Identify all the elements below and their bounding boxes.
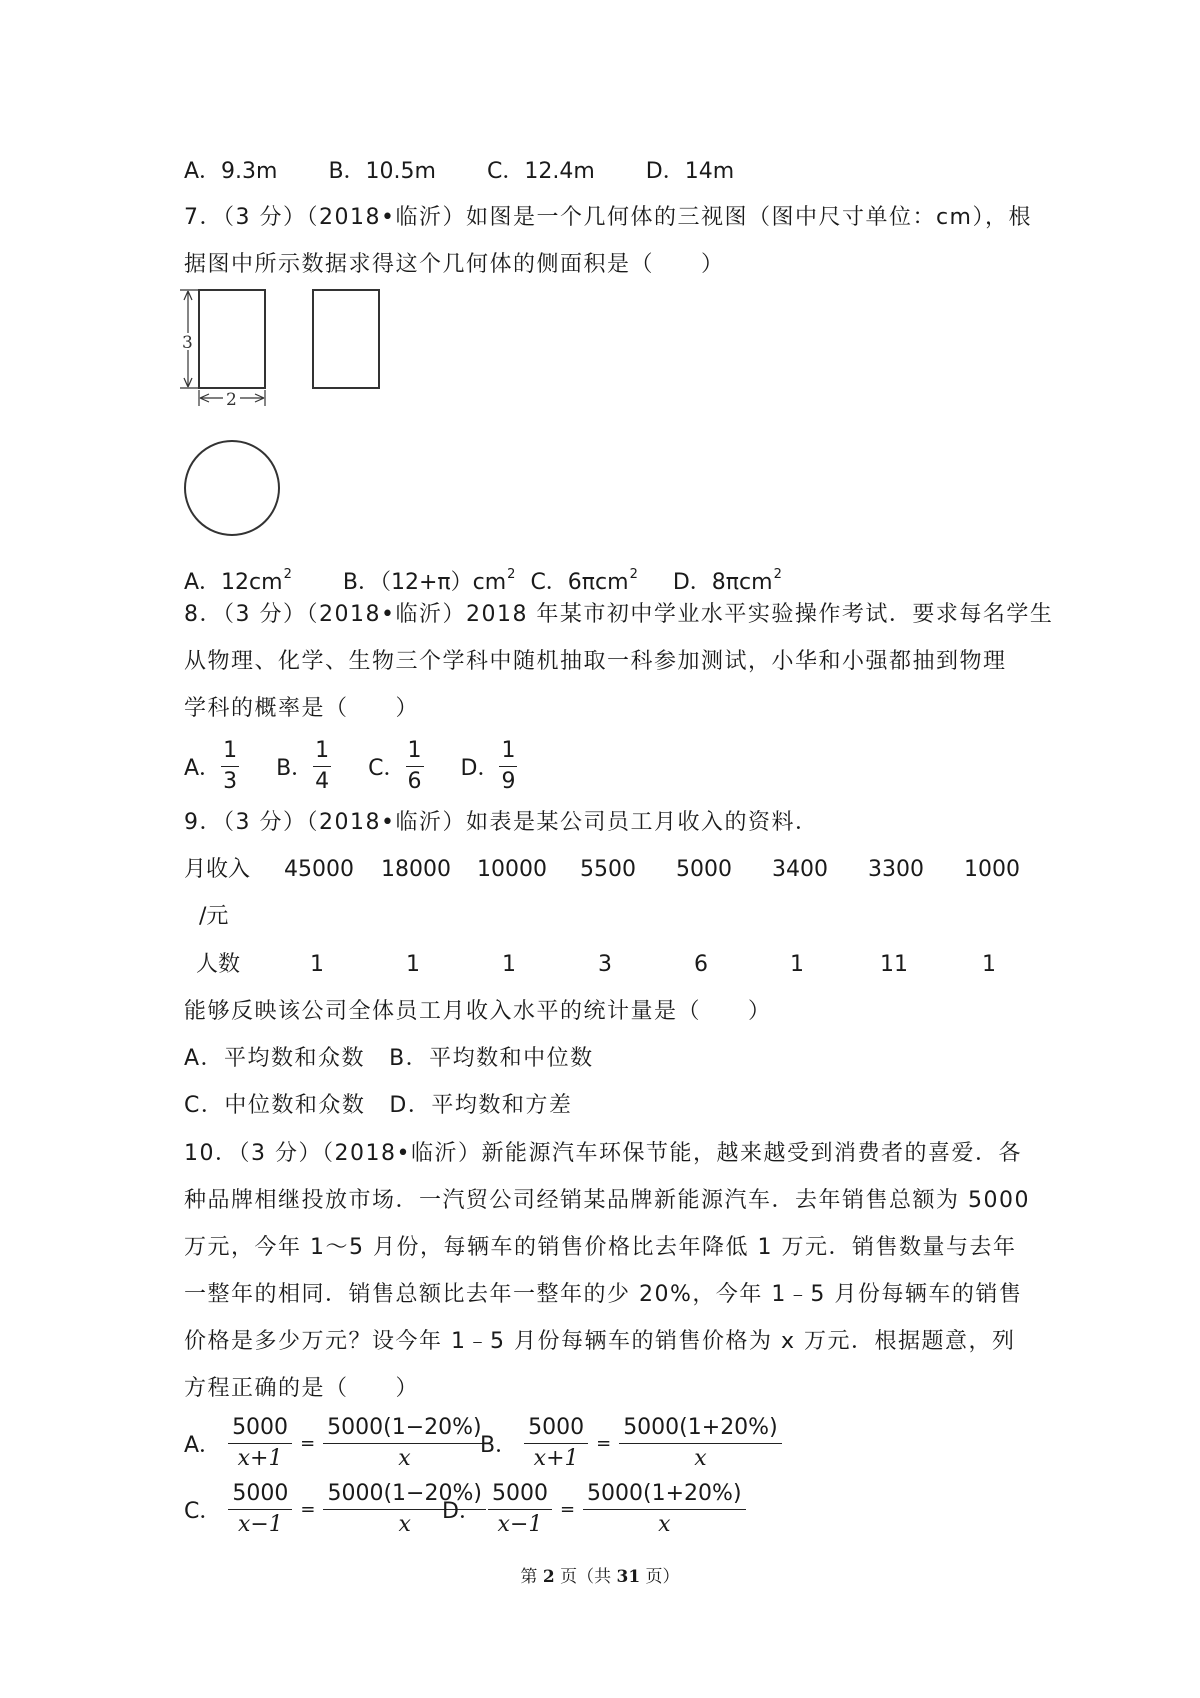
fraction: $\frac{1}{9}$	[501, 738, 516, 794]
table-cell: 1	[982, 952, 996, 977]
current-page: 2	[542, 1567, 555, 1587]
q6-option-d: D．14m	[645, 159, 735, 184]
q9-question: 能够反映该公司全体员工月收入水平的统计量是（ ）	[184, 999, 772, 1024]
height-dimension	[180, 290, 198, 388]
width-label: 2	[226, 390, 237, 410]
q10-stem-line-1: 10．（3 分）（2018•临沂）新能源汽车环保节能，越来越受到消费者的喜爱．各	[184, 1141, 1022, 1166]
side-view-rect	[313, 290, 379, 388]
q7-option-a: A．$12cm^2$	[184, 567, 292, 595]
q10-option-d: D． $\frac{5000}{x-1}$ = $\frac{5000(1+20\%)}{x}$	[442, 1481, 746, 1538]
q10-option-a: A． $\frac{5000}{x+1}$ = $\frac{5000(1-20\%)}{x}$	[184, 1415, 486, 1472]
q10-stem-line-5: 价格是多少万元？设今年 1﹣5 月份每辆车的销售价格为 x 万元．根据题意，列	[184, 1329, 1016, 1354]
q10-stem-line-2: 种品牌相继投放市场．一汽贸公司经销某品牌新能源汽车．去年销售总额为 5000	[184, 1188, 1030, 1213]
fraction: $\frac{5000(1-20\%)}{x}$	[323, 1481, 485, 1538]
q8-option-a: A． $\frac{1}{3}$	[184, 738, 238, 794]
page-footer: 第 2 页（共 31 页）	[520, 1567, 680, 1587]
table-cell: 45000	[284, 857, 354, 882]
q8-stem-line-2: 从物理、化学、生物三个学科中随机抽取一科参加测试，小华和小强都抽到物理	[184, 649, 1007, 674]
q9-option-b: B．平均数和中位数	[389, 1046, 594, 1071]
q7-option-c: C．6πcm$^2$	[530, 567, 638, 595]
fraction: $\frac{1}{3}$	[223, 738, 238, 794]
q8-stem-line-1: 8．（3 分）（2018•临沂）2018 年某市初中学业水平实验操作考试．要求每名学生	[184, 602, 1054, 627]
table-cell: 3	[598, 952, 612, 977]
q8-stem-line-3: 学科的概率是（ ）	[184, 696, 420, 721]
q9-options-row-1	[184, 1044, 594, 1074]
height-label: 3	[182, 333, 193, 353]
q10-option-b: B． $\frac{5000}{x+1}$ = $\frac{5000(1+20\%)}{x}$	[480, 1415, 782, 1472]
q8-option-d: D． $\frac{1}{9}$	[460, 738, 516, 794]
width-dimension	[199, 390, 265, 410]
fraction: $\frac{5000}{x+1}$	[228, 1415, 292, 1472]
fraction: $\frac{5000(1+20\%)}{x}$	[583, 1481, 745, 1538]
table-header-income: 月收入	[184, 857, 251, 882]
q8-option-c: C． $\frac{1}{6}$	[368, 738, 422, 794]
q10-stem-line-6: 方程正确的是（ ）	[184, 1376, 420, 1401]
q9-option-d: D．平均数和方差	[389, 1093, 573, 1118]
table-cell: 5500	[580, 857, 636, 882]
fraction: $\frac{5000}{x-1}$	[228, 1481, 292, 1538]
table-cell: 1000	[964, 857, 1020, 882]
fraction: $\frac{5000}{x-1}$	[488, 1481, 552, 1538]
table-cell: 6	[694, 952, 708, 977]
q7-option-d: D．8πcm$^2$	[672, 567, 782, 595]
q7-option-b: B．$(12+\pi)cm^2$	[342, 567, 516, 595]
table-cell: 18000	[381, 857, 451, 882]
q9-stem: 9．（3 分）（2018•临沂）如表是某公司员工月收入的资料．	[184, 810, 819, 835]
top-view-circle	[185, 441, 279, 535]
front-view-rect	[199, 290, 265, 388]
table-cell: 1	[502, 952, 516, 977]
q9-option-c: C．中位数和众数	[184, 1093, 366, 1118]
table-cell: 3400	[772, 857, 828, 882]
fraction: $\frac{5000}{x+1}$	[524, 1415, 588, 1472]
table-cell: 11	[880, 952, 908, 977]
fraction: $\frac{1}{6}$	[407, 738, 422, 794]
table-header-count: 人数	[196, 952, 241, 977]
q9-options-row-2	[184, 1091, 572, 1121]
q10-stem-line-4: 一整年的相同．销售总额比去年一整年的少 20%，今年 1﹣5 月份每辆车的销售	[184, 1282, 1023, 1307]
q8-option-b: B． $\frac{1}{4}$	[276, 738, 330, 794]
q10-option-c: C． $\frac{5000}{x-1}$ = $\frac{5000(1-20\%)}{x}$	[184, 1481, 486, 1538]
fraction: $\frac{5000(1+20\%)}{x}$	[619, 1415, 781, 1472]
table-cell: 1	[406, 952, 420, 977]
q6-options	[184, 157, 734, 187]
q9-option-a: A．平均数和众数	[184, 1046, 366, 1071]
table-cell: 5000	[676, 857, 732, 882]
q7-options	[184, 560, 782, 598]
q6-option-b: B．10.5m	[328, 159, 436, 184]
q10-stem-line-3: 万元，今年 1～5 月份，每辆车的销售价格比去年降低 1 万元．销售数量与去年	[184, 1235, 1017, 1260]
fraction: $\frac{1}{4}$	[315, 738, 330, 794]
q6-option-c: C．12.4m	[486, 159, 595, 184]
q7-stem-line-2: 据图中所示数据求得这个几何体的侧面积是（ ）	[184, 252, 725, 277]
q7-stem-line-1: 7．（3 分）（2018•临沂）如图是一个几何体的三视图（图中尺寸单位：cm），根	[184, 205, 1032, 230]
three-view-figure	[176, 278, 396, 548]
table-cell: 1	[790, 952, 804, 977]
table-cell: 3300	[868, 857, 924, 882]
q6-option-a: A．9.3m	[184, 159, 278, 184]
table-cell: 1	[310, 952, 324, 977]
table-header-income-unit: /元	[199, 904, 229, 929]
fraction: $\frac{5000(1-20\%)}{x}$	[323, 1415, 485, 1472]
table-cell: 10000	[477, 857, 547, 882]
total-pages: 31	[616, 1567, 641, 1587]
q8-options	[184, 738, 517, 802]
